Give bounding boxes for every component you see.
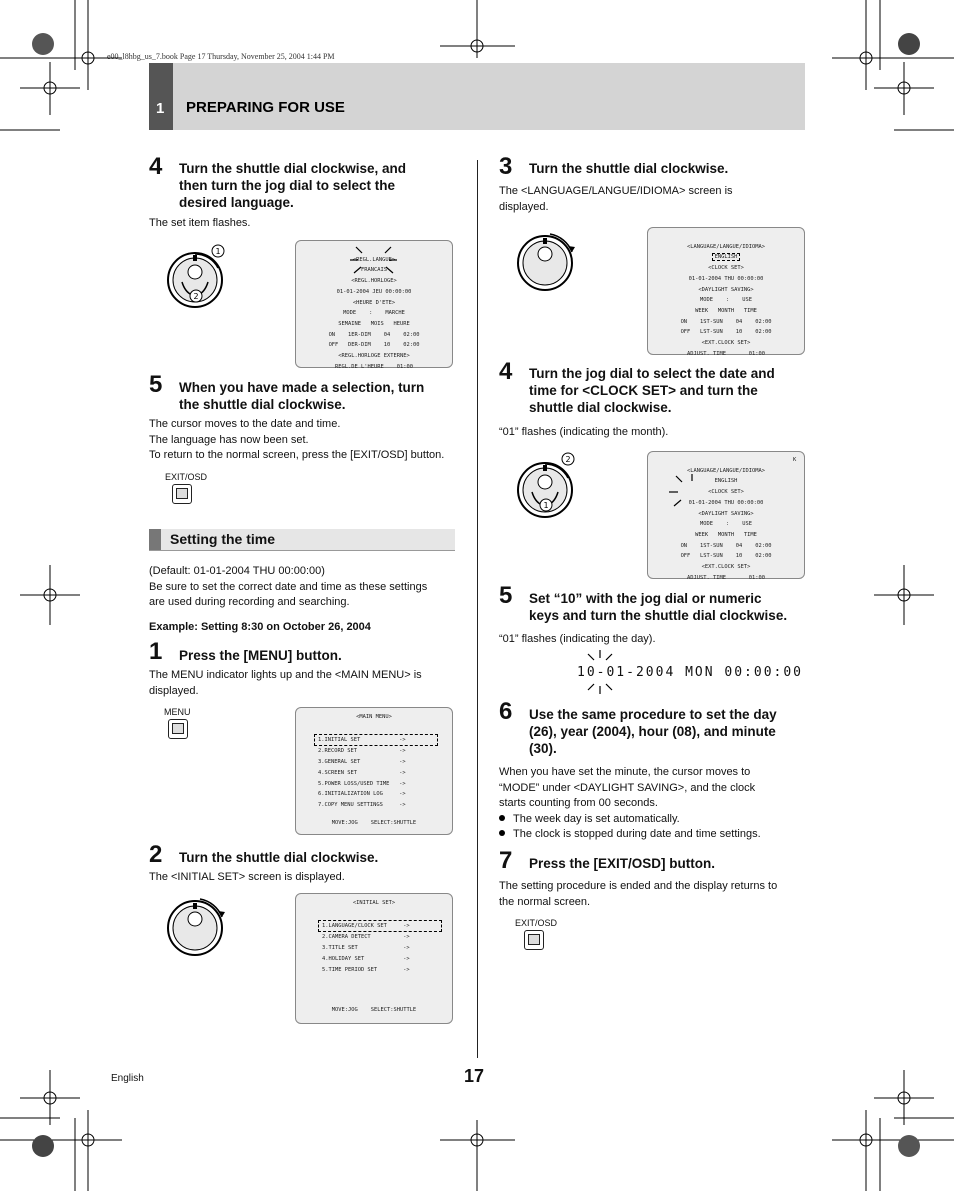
body-line: The language has now been set. — [149, 433, 309, 446]
step-title: Turn the shuttle dial clockwise. — [529, 161, 729, 176]
page-number: 17 — [464, 1066, 485, 1086]
shuttle-dial-icon — [510, 225, 585, 295]
step-body: The set item flashes. — [149, 217, 251, 229]
body-line: The setting procedure is ended and the display returns to — [499, 880, 778, 892]
screen-corner-mark: K — [793, 457, 797, 463]
step-title-line: keys and turn the shuttle dial clockwise. — [529, 608, 788, 623]
step-number: 2 — [149, 841, 163, 868]
step-title: Press the [MENU] button. — [179, 648, 342, 663]
screen-text: <LANGUAGE/LANGUE/IDIOMA> ENGLISH <CLOCK SET> 01-01-2004 THU 00:00:00 <DAYLIGHT SAVING> MODE : USE WEEK MONTH TIME ON 1ST-SUN 04 02:00 OFF LST-SUN 10 02:00 <EXT.CLOCK SET> ADJUST. TIME 01:00 — [680, 243, 772, 357]
step-body: “01” flashes (indicating the month). — [499, 426, 669, 438]
date-display: 10-01-2004 MON 00:00:00 — [577, 665, 804, 680]
step-title-line: then turn the jog dial to select the — [179, 178, 396, 193]
step-title-line: Set “10” with the jog dial or numeric — [529, 591, 762, 606]
bullet-item: The week day is set automatically. — [499, 812, 761, 828]
intro-text — [149, 564, 427, 611]
jog-dial-icon — [160, 240, 235, 310]
step-title-line: (26), year (2004), hour (08), and minute — [529, 724, 776, 739]
svg-text:2: 2 — [565, 455, 571, 464]
exit-osd-label: EXIT/OSD — [515, 918, 558, 928]
step-title — [179, 160, 469, 211]
screen-text: <REGL.LANGUE> FRANCAIS <REGL.HORLOGE> 01-01-2004 JEU 00:00:00 <HEURE D'ETE> MODE : MARCHE SEMAINE MOIS HEURE ON 1ER-DIM 04 02:00 OFF DER-DIM 10 02:00 <REGL.HORLOGE EXTERNE> REGL.DE L'HEURE 01:00 — [328, 256, 420, 370]
step-title — [179, 379, 469, 413]
step-number: 5 — [499, 582, 513, 609]
screen-footer: MOVE:JOG SELECT:SHUTTLE — [331, 1007, 417, 1013]
jog-dial-icon — [510, 450, 585, 520]
shuttle-dial-icon — [160, 893, 235, 963]
clock-set-screen — [647, 451, 805, 579]
body-line: displayed. — [499, 200, 549, 213]
book-info-line: e00_l8hbg_us_7.book Page 17 Thursday, November 25, 2004 1:44 PM — [107, 52, 335, 61]
step-body — [499, 765, 761, 843]
example-heading: Example: Setting 8:30 on October 26, 2004 — [149, 621, 371, 633]
step-title-line: Turn the shuttle dial clockwise, and — [179, 161, 407, 176]
exit-osd-label: EXIT/OSD — [165, 472, 208, 482]
step-number: 7 — [499, 847, 513, 874]
screen-title: <INITIAL SET> — [352, 900, 396, 906]
exit-osd-button[interactable] — [172, 484, 192, 504]
step-number: 4 — [499, 358, 513, 385]
step-body — [149, 668, 422, 699]
body-line: When you have set the minute, the cursor moves to — [499, 766, 751, 778]
bullet-item: The clock is stopped during date and time settings. — [499, 827, 761, 843]
step-body — [149, 417, 444, 464]
language-screen-fr — [295, 240, 453, 368]
menu-label: MENU — [164, 707, 191, 717]
column-divider — [477, 160, 478, 1058]
step-body — [499, 184, 733, 215]
screen-text: <LANGUAGE/LANGUE/IDIOMA> ENGLISH <CLOCK SET> 01-01-2004 THU 00:00:00 <DAYLIGHT SAVING> MODE : USE WEEK MONTH TIME ON 1ST-SUN 04 02:00 OFF LST-SUN 10 02:00 <EXT.CLOCK SET> ADJUST. TIME 01:00 — [680, 467, 772, 581]
screen-menu-list: 1.LANGUAGE/CLOCK SET -> 2.CAMERA DETECT -> 3.TITLE SET -> 4.HOLIDAY SET -> 5.TIME PERIOD SET -> — [322, 909, 442, 997]
step-title-line: time for <CLOCK SET> and turn the — [529, 383, 758, 398]
chapter-header-bar — [149, 63, 805, 130]
body-line: The MENU indicator lights up and the <MAIN MENU> is — [149, 669, 422, 681]
svg-text:1: 1 — [543, 501, 549, 510]
step-title-line: Turn the jog dial to select the date and — [529, 366, 775, 381]
step-title-line: the shuttle dial clockwise. — [179, 397, 346, 412]
chapter-number: 1 — [156, 100, 165, 117]
step-title: Press the [EXIT/OSD] button. — [529, 856, 716, 871]
step-title-line: shuttle dial clockwise. — [529, 400, 672, 415]
step-title-line: Use the same procedure to set the day — [529, 707, 777, 722]
flash-icon — [668, 472, 700, 508]
step-number: 4 — [149, 153, 163, 180]
footer-language: English — [111, 1073, 144, 1084]
step-body: The <INITIAL SET> screen is displayed. — [149, 871, 345, 883]
body-line: The cursor moves to the date and time. — [149, 418, 341, 430]
screen-menu-list: 1.INITIAL SET -> 2.RECORD SET -> 3.GENERAL SET -> 4.SCREEN SET -> 5.POWER LOSS/USED TIME -> 6.INITIALIZATION LOG -> 7.COPY MENU SETTINGS -> — [318, 723, 438, 832]
language-screen-en — [647, 227, 805, 355]
main-menu-screen — [295, 707, 453, 835]
step-title-line: (30). — [529, 741, 557, 756]
menu-button[interactable] — [168, 719, 188, 739]
body-line: displayed. — [149, 684, 199, 697]
body-line: “MODE” under <DAYLIGHT SAVING>, and the clock — [499, 781, 756, 794]
section-title: Setting the time — [170, 531, 276, 547]
step-title — [529, 706, 819, 757]
body-line: the normal screen. — [499, 895, 591, 908]
body-line: starts counting from 00 seconds. — [499, 797, 658, 809]
body-line: The <LANGUAGE/LANGUE/IDIOMA> screen is — [499, 185, 733, 197]
svg-text:2: 2 — [193, 292, 199, 301]
body-line: Be sure to set the correct date and time as these settings — [149, 580, 428, 593]
step-body — [499, 879, 777, 910]
step-number: 6 — [499, 698, 513, 725]
chapter-number-box — [149, 63, 173, 130]
screen-title: <MAIN MENU> — [356, 714, 392, 720]
exit-osd-button[interactable] — [524, 930, 544, 950]
step-title: Turn the shuttle dial clockwise. — [179, 850, 379, 865]
screen-footer: MOVE:JOG SELECT:SHUTTLE — [331, 820, 417, 826]
chapter-title: PREPARING FOR USE — [186, 99, 345, 116]
svg-text:1: 1 — [215, 247, 221, 256]
step-number: 3 — [499, 153, 513, 180]
step-title-line: desired language. — [179, 195, 294, 210]
step-number: 1 — [149, 638, 163, 665]
flash-icon — [580, 650, 620, 694]
initial-set-screen — [295, 893, 453, 1024]
body-line: are used during recording and searching. — [149, 596, 350, 608]
body-line: To return to the normal screen, press the [EXIT/OSD] button. — [149, 449, 445, 461]
step-number: 5 — [149, 371, 163, 398]
step-body: “01” flashes (indicating the day). — [499, 633, 656, 645]
step-title — [529, 365, 819, 416]
flash-icon — [346, 243, 401, 279]
step-title — [529, 590, 819, 624]
step-title-line: When you have made a selection, turn — [179, 380, 425, 395]
body-line: (Default: 01-01-2004 THU 00:00:00) — [149, 565, 325, 577]
